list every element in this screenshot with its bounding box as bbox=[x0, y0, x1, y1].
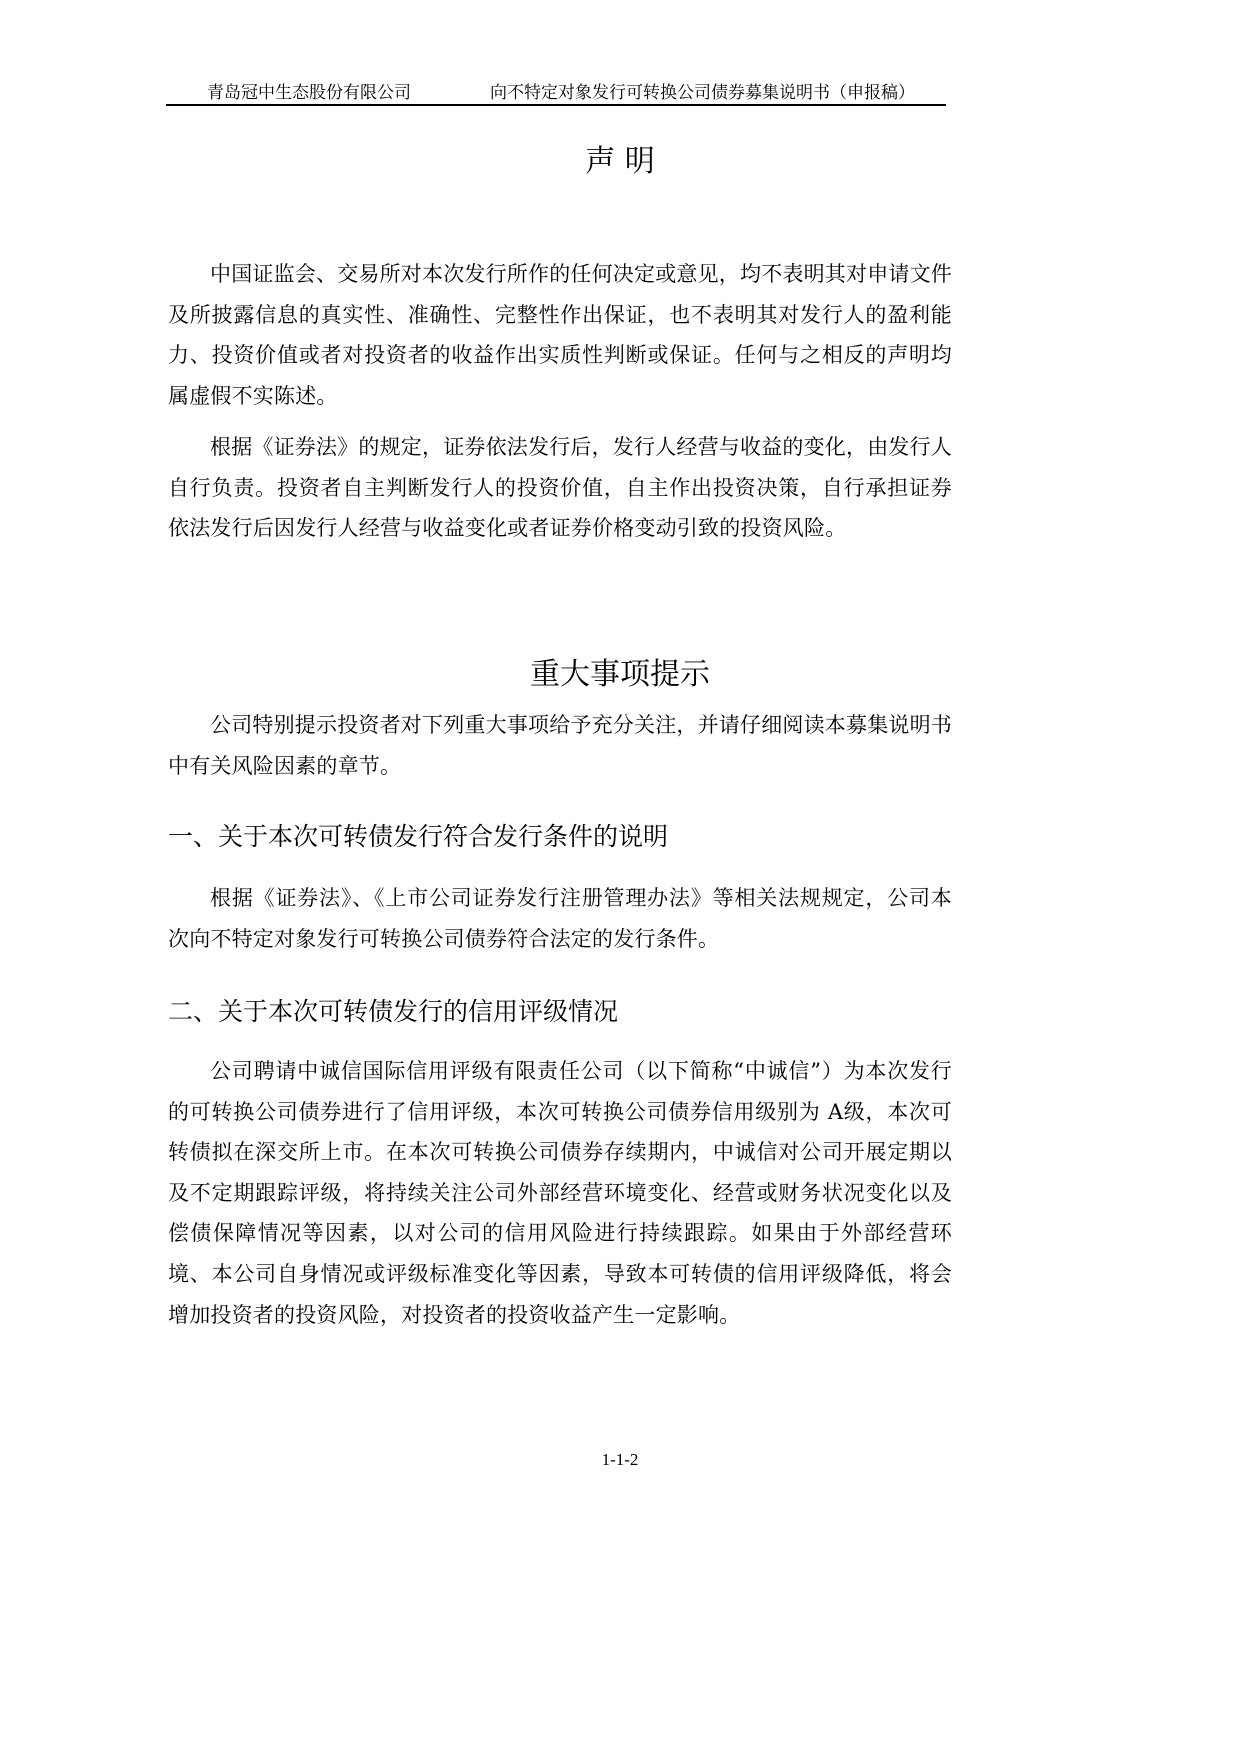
header-document-title: 向不特定对象发行可转换公司债券募集说明书（申报稿） bbox=[490, 83, 915, 103]
notice-intro: 公司特别提示投资者对下列重大事项给予充分关注，并请仔细阅读本募集说明书中有关风险因素的章节。 bbox=[168, 713, 952, 778]
header-rule bbox=[166, 104, 946, 106]
notice-title: 重大事项提示 bbox=[530, 657, 710, 692]
section-body: 公司聘请中诚信国际信用评级有限责任公司（以下简称“中诚信”）为本次发行的可转换公司债券进行了信用评级，本次可转换公司债券信用级别为 A级，本次可转债拟在深交所上市。在本次可转换公司债券存续期内，中诚信对公司开展定期以及不定期跟踪评级，将持续关注公司外部经营环境变化、经营或财务状况变化以及偿债保障情况等因素，以对公司的信用风险进行持续跟踪。如果由于外部经营环境、本公司自身情况或评级标准变化等因素，导致本可转债的信用评级降低，将会增加投资者的投资风险，对投资者的投资收益产生一定影响。 bbox=[168, 1059, 952, 1327]
section-body: 根据《证券法》、《上市公司证券发行注册管理办法》等相关法规规定，公司本次向不特定对象发行可转换公司债券符合法定的发行条件。 bbox=[168, 886, 952, 951]
header-company: 青岛冠中生态股份有限公司 bbox=[207, 83, 411, 103]
page-number: 1-1-2 bbox=[601, 1450, 639, 1469]
section-heading: 二、关于本次可转债发行的信用评级情况 bbox=[168, 997, 619, 1026]
declaration-paragraph: 根据《证券法》的规定，证券依法发行后，发行人经营与收益的变化，由发行人自行负责。投资者自主判断发行人的投资价值，自主作出投资决策，自行承担证券依法发行后因发行人经营与收益变化或者证券价格变动引致的投资风险。 bbox=[168, 435, 952, 541]
declaration-title: 声 明 bbox=[585, 144, 655, 179]
declaration-paragraph: 中国证监会、交易所对本次发行所作的任何决定或意见，均不表明其对申请文件及所披露信息的真实性、准确性、完整性作出保证，也不表明其对发行人的盈利能力、投资价值或者对投资者的收益作出实质性判断或保证。任何与之相反的声明均属虚假不实陈述。 bbox=[168, 262, 952, 408]
section-heading: 一、关于本次可转债发行符合发行条件的说明 bbox=[168, 822, 669, 851]
